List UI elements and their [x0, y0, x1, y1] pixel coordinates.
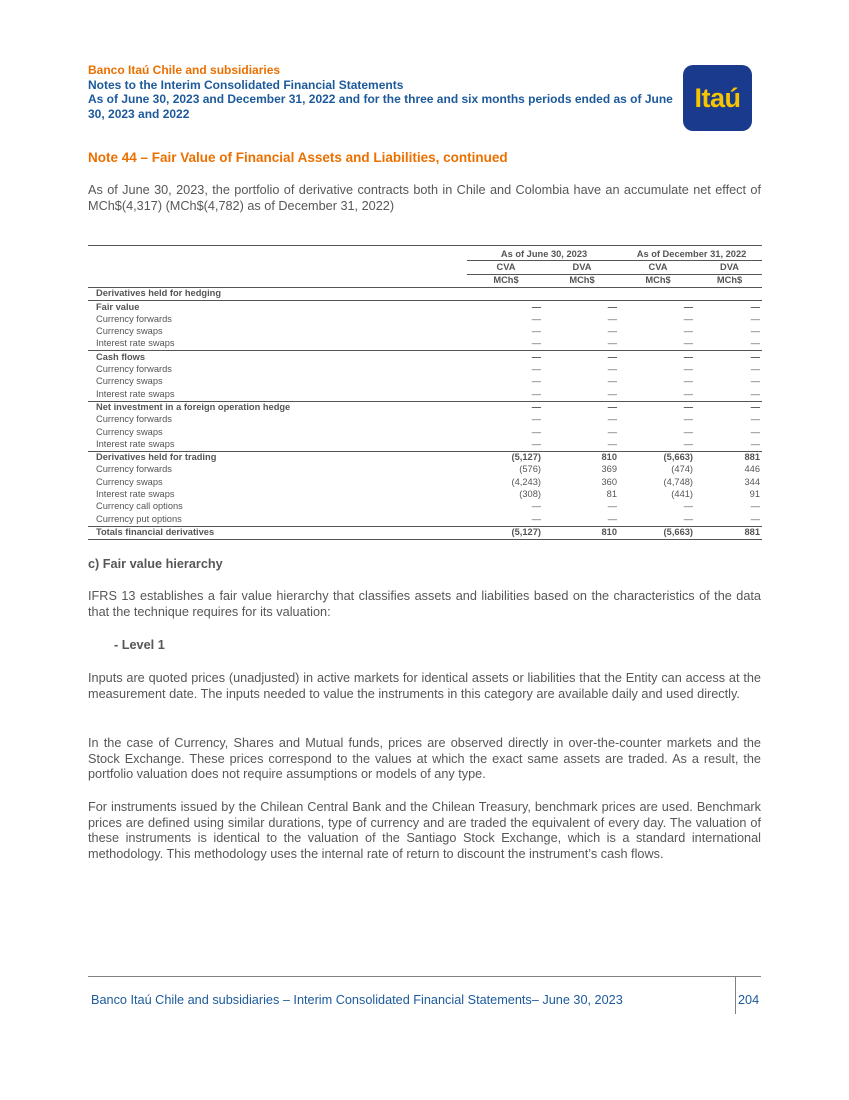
page-number: 204 — [738, 993, 760, 1007]
row-value: — — [750, 326, 761, 337]
table-row — [88, 364, 762, 376]
row-value: — — [683, 414, 694, 425]
logo-text: Itaú — [694, 82, 741, 113]
row-value: (4,243) — [511, 476, 541, 487]
row-value: — — [750, 388, 761, 399]
row-label: Currency call options — [96, 501, 183, 512]
row-value: — — [531, 388, 541, 399]
unit-dva-2023: MCh$ — [543, 274, 619, 287]
unit-cva-2023: MCh$ — [467, 274, 543, 287]
table-row — [88, 501, 762, 513]
row-value: — — [607, 414, 618, 425]
row-value: — — [683, 513, 694, 524]
row-value: — — [543, 401, 619, 414]
row-label: Currency forwards — [96, 364, 172, 375]
row-value: — — [750, 501, 761, 512]
row-value: — — [607, 438, 618, 449]
row-value: — — [683, 501, 694, 512]
row-label: Derivatives held for trading — [88, 451, 467, 464]
table-row — [88, 313, 762, 325]
row-value: — — [750, 338, 761, 349]
row-value: — — [467, 351, 543, 364]
row-value: — — [543, 301, 619, 314]
row-value: — — [607, 364, 618, 375]
row-label: Currency forwards — [96, 414, 172, 425]
row-value: — — [750, 414, 761, 425]
note-title: Note 44 – Fair Value of Financial Assets and Liabilities, continued — [88, 150, 508, 165]
row-value: — — [467, 401, 543, 414]
row-label: Cash flows — [88, 351, 467, 364]
row-value: — — [467, 301, 543, 314]
footer-divider — [88, 976, 761, 977]
row-value: — — [607, 513, 618, 524]
row-value: — — [543, 351, 619, 364]
row-value: — — [750, 376, 761, 387]
row-value: — — [683, 438, 694, 449]
row-label: Derivatives held for hedging — [96, 288, 222, 299]
table-row — [88, 287, 762, 300]
row-value: — — [695, 301, 762, 314]
row-value: — — [531, 313, 541, 324]
row-label: Currency swaps — [96, 376, 163, 387]
table-row — [88, 464, 762, 476]
row-value: — — [531, 414, 541, 425]
row-value: 81 — [606, 489, 618, 500]
row-label: Currency swaps — [96, 476, 163, 487]
header-subtitle-2: As of June 30, 2023 and December 31, 2022 and for the three and six months periods ended as of June 30, 2023 and 2022 — [88, 92, 673, 121]
row-value: — — [619, 351, 695, 364]
level1-paragraph-3: For instruments issued by the Chilean Central Bank and the Chilean Treasury, benchmark prices are used. Benchmark prices are defined using similar durations, type of currency and are traded the equivalent of every day. The valuation of these instruments is identical to the valuation of the Santiago Stock Exchange, which is a standard international methodology. This methodology uses the internal rate of return to discount the instrument’s cash flows. — [88, 800, 761, 861]
section-fair-value-hierarchy: c) Fair value hierarchy — [88, 557, 223, 571]
row-value: — — [750, 313, 761, 324]
row-value: — — [683, 376, 694, 387]
row-value: (5,663) — [619, 451, 695, 464]
row-value: — — [607, 426, 618, 437]
table-row — [88, 476, 762, 488]
period-december-2022: As of December 31, 2022 — [619, 246, 762, 261]
row-value: 881 — [695, 451, 762, 464]
row-value: — — [750, 438, 761, 449]
table-row — [88, 338, 762, 351]
table-row — [88, 451, 762, 464]
table-row — [88, 414, 762, 426]
page-header — [88, 63, 678, 121]
footer-text: Banco Itaú Chile and subsidiaries – Interim Consolidated Financial Statements– June 30, 2023 — [91, 993, 623, 1007]
row-label: Currency forwards — [96, 464, 172, 475]
period-june-2023: As of June 30, 2023 — [467, 246, 619, 261]
row-value: 344 — [744, 476, 761, 487]
footer-vertical-divider — [735, 976, 736, 1014]
row-value: (474) — [671, 464, 694, 475]
row-value: — — [531, 338, 541, 349]
table-row — [88, 301, 762, 314]
company-name: Banco Itaú Chile and subsidiaries — [88, 63, 281, 77]
row-label: Interest rate swaps — [96, 438, 175, 449]
derivatives-table — [88, 245, 762, 540]
table-row — [88, 513, 762, 526]
row-value: (441) — [671, 489, 694, 500]
row-value: (5,663) — [619, 526, 695, 539]
row-value: — — [750, 513, 761, 524]
row-label: Interest rate swaps — [96, 388, 175, 399]
table-row — [88, 326, 762, 338]
row-value — [543, 287, 619, 300]
row-value: — — [683, 313, 694, 324]
unit-dva-2022: MCh$ — [695, 274, 762, 287]
table-row — [88, 526, 762, 539]
row-value: 360 — [601, 476, 618, 487]
table-row — [88, 388, 762, 401]
row-value: — — [607, 326, 618, 337]
row-value: — — [607, 501, 618, 512]
itau-logo — [683, 65, 752, 131]
row-value: — — [531, 326, 541, 337]
row-label: Currency swaps — [96, 326, 163, 337]
row-value: — — [531, 438, 541, 449]
ifrs-paragraph: IFRS 13 establishes a fair value hierarchy that classifies assets and liabilities based on the characteristics of the data that the technique requires for its valuation: — [88, 589, 761, 619]
row-label: Fair value — [88, 301, 467, 314]
unit-cva-2022: MCh$ — [619, 274, 695, 287]
row-label: Currency forwards — [96, 313, 172, 324]
level1-paragraph-1: Inputs are quoted prices (unadjusted) in active markets for identical assets or liabilities that the Entity can access at the measurement date. The inputs needed to value the instruments in this category are available daily and used directly. — [88, 671, 761, 701]
row-value: — — [607, 376, 618, 387]
row-value: — — [531, 376, 541, 387]
row-value: — — [607, 338, 618, 349]
row-value: — — [683, 338, 694, 349]
table-row — [88, 376, 762, 388]
col-dva-2022: DVA — [695, 261, 762, 274]
table-row — [88, 401, 762, 414]
row-value: — — [531, 513, 541, 524]
header-blank — [88, 246, 467, 261]
row-value: — — [750, 426, 761, 437]
col-cva-2023: CVA — [467, 261, 543, 274]
row-value: — — [531, 364, 541, 375]
row-value: — — [695, 351, 762, 364]
row-value: — — [683, 426, 694, 437]
row-value — [619, 287, 695, 300]
table-row — [88, 438, 762, 451]
row-value: — — [607, 388, 618, 399]
table-row — [88, 351, 762, 364]
table-row — [88, 489, 762, 501]
row-value: — — [531, 426, 541, 437]
row-value: — — [619, 401, 695, 414]
row-label: Net investment in a foreign operation hedge — [88, 401, 467, 414]
row-label: Interest rate swaps — [96, 489, 175, 500]
row-value: — — [531, 501, 541, 512]
row-value: (308) — [519, 489, 541, 500]
row-value — [467, 287, 543, 300]
row-value: — — [619, 301, 695, 314]
row-label: Totals financial derivatives — [88, 526, 467, 539]
level1-paragraph-2: In the case of Currency, Shares and Mutual funds, prices are observed directly in over-the-counter markets and the Stock Exchange. These prices correspond to the values at which the exact same assets are traded. As a result, the portfolio valuation does not require assumptions or models of any type. — [88, 736, 761, 782]
intro-paragraph: As of June 30, 2023, the portfolio of derivative contracts both in Chile and Colombia have an accumulate net effect of MCh$(4,317) (MCh$(4,782) as of December 31, 2022) — [88, 183, 761, 213]
row-value: — — [750, 364, 761, 375]
table-row — [88, 426, 762, 438]
row-value: 810 — [543, 451, 619, 464]
row-value — [695, 287, 762, 300]
row-value: — — [683, 388, 694, 399]
row-value: (4,748) — [663, 476, 694, 487]
row-value: — — [683, 364, 694, 375]
col-dva-2023: DVA — [543, 261, 619, 274]
row-value: (5,127) — [467, 451, 543, 464]
row-label: Interest rate swaps — [96, 338, 175, 349]
row-value: 91 — [749, 489, 761, 500]
row-value: (576) — [519, 464, 541, 475]
row-value: — — [607, 313, 618, 324]
row-label: Currency swaps — [96, 426, 163, 437]
row-value: 881 — [695, 526, 762, 539]
col-cva-2022: CVA — [619, 261, 695, 274]
row-value: 369 — [601, 464, 618, 475]
row-value: — — [695, 401, 762, 414]
row-value: (5,127) — [467, 526, 543, 539]
level-1-heading: - Level 1 — [114, 638, 165, 652]
row-value: 446 — [744, 464, 761, 475]
row-label: Currency put options — [96, 513, 182, 524]
row-value: 810 — [543, 526, 619, 539]
header-subtitle-1: Notes to the Interim Consolidated Financial Statements — [88, 77, 404, 92]
row-value: — — [683, 326, 694, 337]
